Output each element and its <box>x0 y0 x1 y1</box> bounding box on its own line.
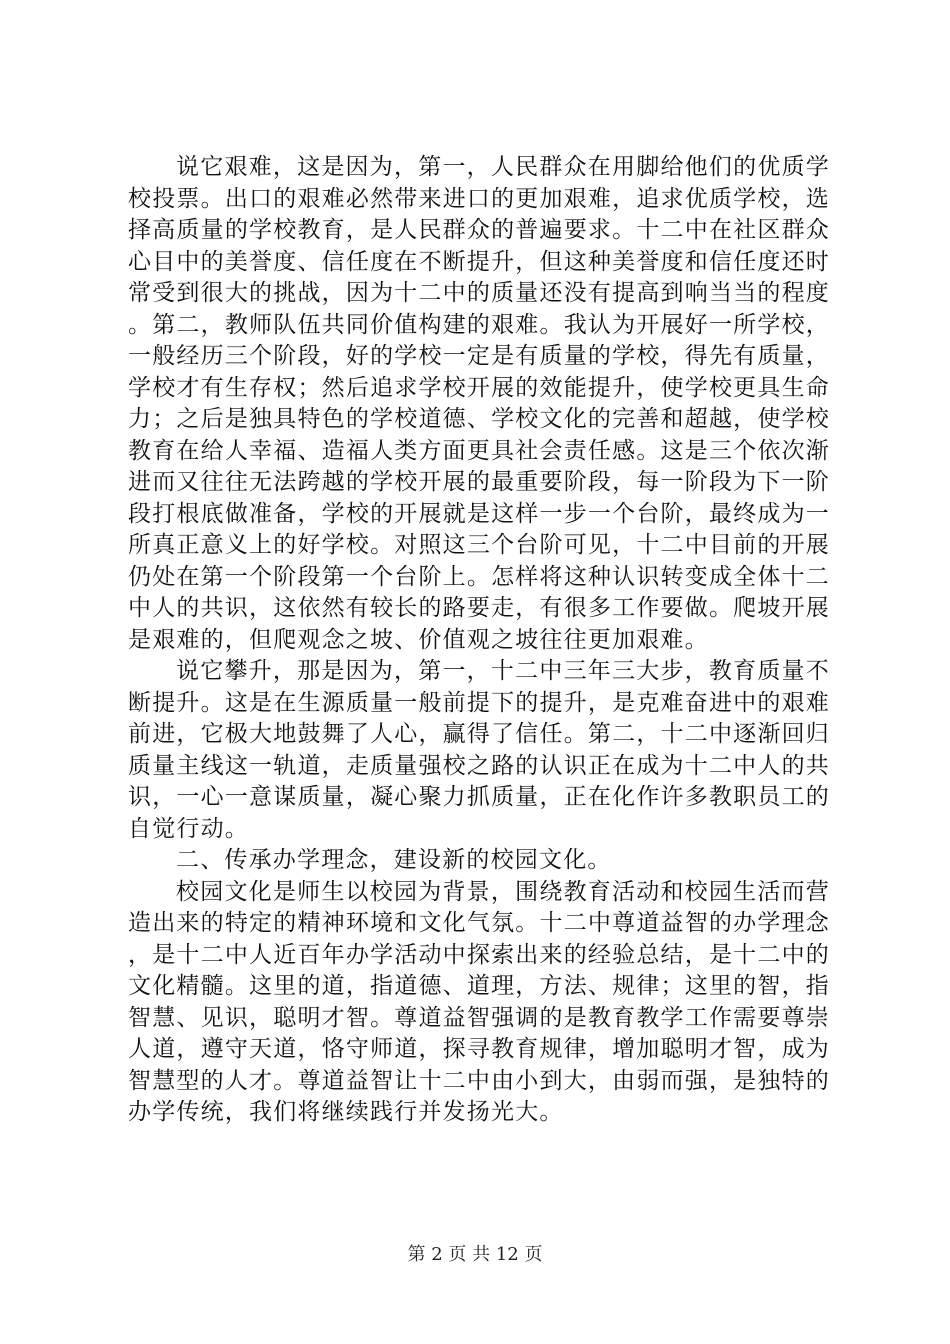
paragraph-difficulty: 说它艰难，这是因为，第一，人民群众在用脚给他们的优质学校投票。出口的艰难必然带来进口的更加艰难，追求优质学校，选择高质量的学校教育，是人民群众的普遍要求。十二中在社区群众心目中的美誉度、信任度在不断提升，但这种美誉度和信任度还时常受到很大的挑战，因为十二中的质量还没有提高到响当当的程度。第二，教师队伍共同价值构建的艰难。我认为开展好一所学校，一般经历三个阶段，好的学校一定是有质量的学校，得先有质量，学校才有生存权；然后追求学校开展的效能提升，使学校更具生命力；之后是独具特色的学校道德、学校文化的完善和超越，使学校教育在给人幸福、造福人类方面更具社会责任感。这是三个依次渐进而又往往无法跨越的学校开展的最重要阶段，每一阶段为下一阶段打根底做准备，学校的开展就是这样一步一个台阶，最终成为一所真正意义上的好学校。对照这三个台阶可见，十二中目前的开展仍处在第一个阶段第一个台阶上。怎样将这种认识转变成全体十二中人的共识，这依然有较长的路要走，有很多工作要做。爬坡开展是艰难的，但爬观念之坡、价值观之坡往往更加艰难。 <box>128 154 830 653</box>
document-body <box>128 152 830 1129</box>
paragraph-campus-culture: 校园文化是师生以校园为背景，围绕教育活动和校园生活而营造出来的特定的精神环境和文化气氛。十二中尊道益智的办学理念，是十二中人近百年办学活动中探索出来的经验总结，是十二中的文化精髓。这里的道，指道德、道理，方法、规律；这里的智，指智慧、见识，聪明才智。尊道益智强调的是教育教学工作需要尊崇人道，遵守天道，恪守师道，探寻教育规律，增加聪明才智，成为智慧型的人才。尊道益智让十二中由小到大，由弱而强，是独特的办学传统，我们将继续践行并发扬光大。 <box>128 878 830 1125</box>
section-heading: 二、传承办学理念，建设新的校园文化。 <box>176 847 612 873</box>
page-footer: 第 2 页 共 12 页 <box>407 1244 543 1265</box>
paragraph-ascent: 说它攀升，那是因为，第一，十二中三年三大步，教育质量不断提升。这是在生源质量一般前提下的提升，是克难奋进中的艰难前进，它极大地鼓舞了人心，赢得了信任。第二，十二中逐渐回归质量主线这一轨道，走质量强校之路的认识正在成为十二中人的共识，一心一意谋质量，凝心聚力抓质量，正在化作许多教职员工的自觉行动。 <box>128 658 830 842</box>
